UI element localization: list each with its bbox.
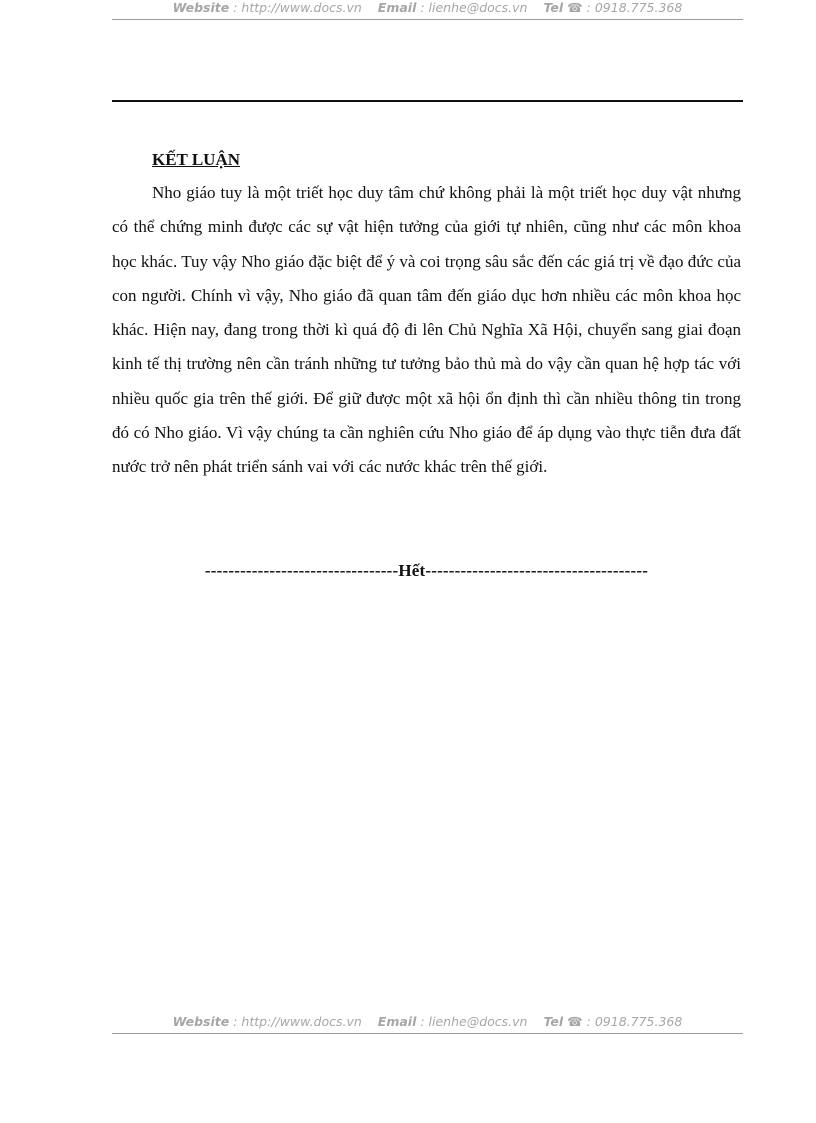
tel-label: Tel [543,0,564,15]
header-rule [112,100,743,102]
tel-value: : 0918.775.368 [586,0,683,15]
footer-watermark [112,1014,743,1029]
phone-icon: ☎ [567,0,583,15]
tel-value: : 0918.775.368 [586,1014,683,1029]
website-value: : http://www.docs.vn [233,0,362,15]
email-value: : lienhe@docs.vn [420,1014,528,1029]
email-label: Email [377,1014,417,1029]
footer-watermark-rule [112,1033,743,1034]
header-watermark [112,0,743,15]
phone-icon: ☎ [567,1014,583,1029]
website-value: : http://www.docs.vn [233,1014,362,1029]
email-value: : lienhe@docs.vn [420,0,528,15]
tel-label: Tel [543,1014,564,1029]
email-label: Email [377,0,417,15]
document-content [112,148,741,485]
header-watermark-rule [112,19,743,20]
section-heading: KẾT LUẬN [152,150,241,169]
body-paragraph: Nho giáo tuy là một triết học duy tâm chứ không phải là một triết học duy vật nhưng có thể chứng minh được các sự vật hiện tưởng của giới tự nhiên, cũng như các môn khoa học khác. Tuy vậy Nho giáo đặc biệt để ý và coi trọng sâu sắc đến các giá trị về đạo đức của con người. Chính vì vậy, Nho giáo đã quan tâm đến giáo dục hơn nhiều các môn khoa học khác. Hiện nay, đang trong thời kì quá độ đi lên Chủ Nghĩa Xã Hội, chuyển sang giai đoạn kinh tế thị trường nên cần tránh những tư tưởng bảo thủ mà do vậy cần quan hệ hợp tác với nhiều quốc gia trên thế giới. Để giữ được một xã hội ổn định thì cần nhiều thông tin trong đó có Nho giáo. Vì vậy chúng ta cần nghiên cứu Nho giáo để áp dụng vào thực tiễn đưa đất nước trở nên phát triển sánh vai với các nước khác trên thế giới. [112,183,741,477]
website-label: Website [172,0,230,15]
end-marker: ---------------------------------Hết-------------------------------------- [204,561,649,580]
website-label: Website [172,1014,230,1029]
